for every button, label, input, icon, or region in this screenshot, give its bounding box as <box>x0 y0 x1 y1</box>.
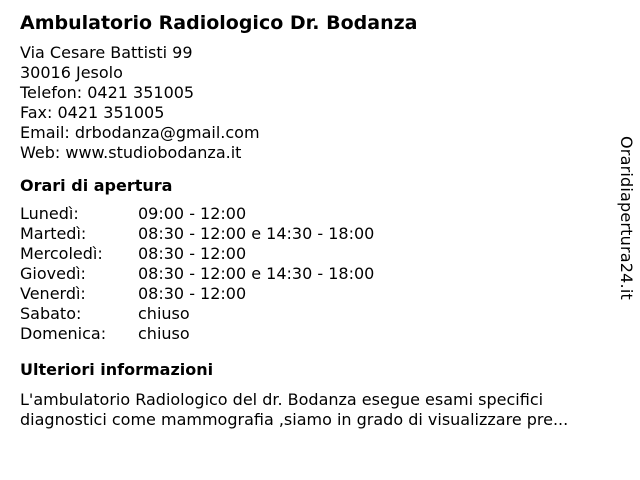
site-watermark: Oraridiapertura24.it <box>617 136 636 300</box>
fax-line: Fax: 0421 351005 <box>20 103 165 122</box>
hours-row-tuesday <box>20 224 610 244</box>
web-line: Web: www.studiobodanza.it <box>20 143 242 162</box>
business-card <box>20 10 610 430</box>
hours-heading: Orari di apertura <box>20 176 173 195</box>
day-hours: 09:00 - 12:00 <box>138 204 247 223</box>
day-label: Giovedì: <box>20 264 86 283</box>
hours-row-thursday <box>20 264 610 284</box>
phone-line: Telefon: 0421 351005 <box>20 83 195 102</box>
day-hours: 08:30 - 12:00 <box>138 244 247 263</box>
info-heading: Ulteriori informazioni <box>20 360 214 379</box>
hours-row-sunday <box>20 324 610 344</box>
hours-table <box>20 204 610 344</box>
hours-row-friday <box>20 284 610 304</box>
day-label: Domenica: <box>20 324 107 343</box>
day-label: Mercoledì: <box>20 244 103 263</box>
day-hours: 08:30 - 12:00 e 14:30 - 18:00 <box>138 264 375 283</box>
day-hours: 08:30 - 12:00 e 14:30 - 18:00 <box>138 224 375 243</box>
info-text: L'ambulatorio Radiologico del dr. Bodanza esegue esami specifici diagnostici come mammografia ,siamo in grado di visualizzare pre... <box>20 390 569 429</box>
hours-row-saturday <box>20 304 610 324</box>
day-label: Martedì: <box>20 224 87 243</box>
contact-block <box>20 43 610 163</box>
hours-row-monday <box>20 204 610 224</box>
city-line: 30016 Jesolo <box>20 63 123 82</box>
day-hours: 08:30 - 12:00 <box>138 284 247 303</box>
page-title: Ambulatorio Radiologico Dr. Bodanza <box>20 12 418 34</box>
address-line: Via Cesare Battisti 99 <box>20 43 193 62</box>
hours-row-wednesday <box>20 244 610 264</box>
email-line: Email: drbodanza@gmail.com <box>20 123 260 142</box>
day-hours: chiuso <box>138 324 190 343</box>
day-label: Sabato: <box>20 304 82 323</box>
day-hours: chiuso <box>138 304 190 323</box>
day-label: Lunedì: <box>20 204 79 223</box>
day-label: Venerdì: <box>20 284 86 303</box>
